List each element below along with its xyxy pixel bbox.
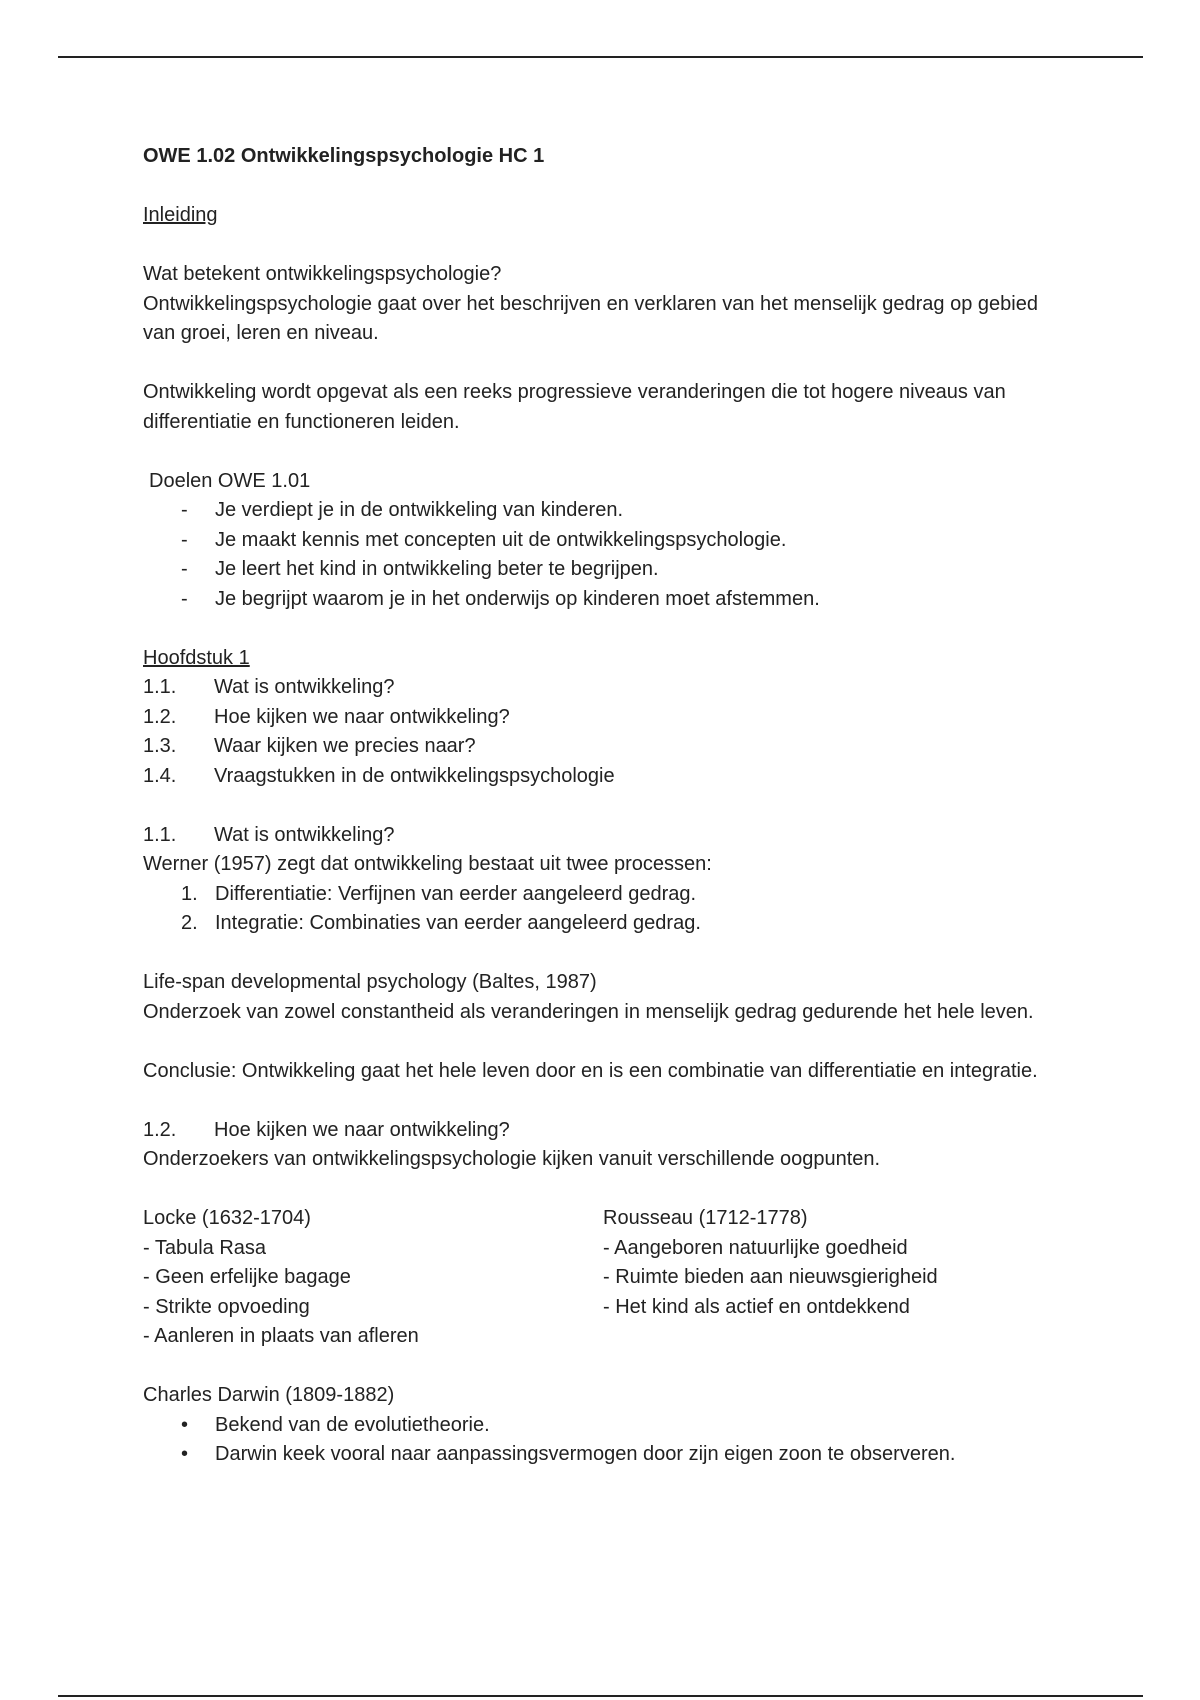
lifespan-title: Life-span developmental psychology (Baltes, 1987) xyxy=(143,971,597,993)
list-item: - Je begrijpt waarom je in het onderwijs op kinderen moet afstemmen. xyxy=(181,587,820,610)
inleiding-heading: Inleiding xyxy=(143,204,218,226)
inleiding-definition: Ontwikkeling wordt opgevat als een reeks progressieve veranderingen die tot hogere niveaus van differentiatie en functioneren leiden. xyxy=(143,381,1006,433)
inleiding-answer: Ontwikkelingspsychologie gaat over het beschrijven en verklaren van het menselijk gedrag op gebied van groei, leren en niveau. xyxy=(143,292,1038,344)
doelen-heading: Doelen OWE 1.01 xyxy=(149,469,311,492)
doelen-list xyxy=(143,496,1063,614)
conclusion: Conclusie: Ontwikkeling gaat het hele leven door en is een combinatie van differentiatie en integratie. xyxy=(143,1059,1038,1082)
locke-name: Locke (1632-1704) xyxy=(143,1207,311,1229)
toc-item: 1.3. Waar kijken we precies naar? xyxy=(143,735,476,757)
footer-rule xyxy=(58,1695,1143,1697)
document-page xyxy=(143,142,1063,1470)
inleiding-question: Wat betekent ontwikkelingspsychologie? xyxy=(143,263,502,285)
list-item: - Strikte opvoeding xyxy=(143,1295,310,1318)
darwin-list xyxy=(143,1411,1063,1470)
section-2-intro: Onderzoekers van ontwikkelingspsychologie kijken vanuit verschillende oogpunten. xyxy=(143,1148,881,1170)
table-of-contents xyxy=(143,673,1063,791)
list-item: 2. Integratie: Combinaties van eerder aangeleerd gedrag. xyxy=(181,912,701,934)
section-1-intro: Werner (1957) zegt dat ontwikkeling bestaat uit twee processen: xyxy=(143,853,712,875)
toc-item: 1.4. Vraagstukken in de ontwikkelingspsychologie xyxy=(143,764,615,787)
darwin-name: Charles Darwin (1809-1882) xyxy=(143,1384,395,1406)
list-item: • Bekend van de evolutietheorie. xyxy=(181,1413,490,1436)
hoofdstuk-heading: Hoofdstuk 1 xyxy=(143,646,250,669)
header-rule xyxy=(58,56,1143,58)
locke-column xyxy=(143,1204,603,1352)
list-item: - Ruimte bieden aan nieuwsgierigheid xyxy=(603,1266,938,1288)
rousseau-column xyxy=(603,1204,1063,1352)
list-item: - Het kind als actief en ontdekkend xyxy=(603,1295,910,1318)
toc-item: 1.2. Hoe kijken we naar ontwikkeling? xyxy=(143,705,510,728)
werner-list xyxy=(143,880,1063,939)
section-1-heading: 1.1. Wat is ontwikkeling? xyxy=(143,823,395,846)
list-item: - Je verdiept je in de ontwikkeling van kinderen. xyxy=(181,499,624,521)
list-item: - Je maakt kennis met concepten uit de ontwikkelingspsychologie. xyxy=(181,528,787,551)
list-item: - Aangeboren natuurlijke goedheid xyxy=(603,1236,908,1259)
list-item: • Darwin keek vooral naar aanpassingsvermogen door zijn eigen zoon te observeren. xyxy=(181,1443,956,1465)
section-2-heading: 1.2. Hoe kijken we naar ontwikkeling? xyxy=(143,1118,510,1141)
toc-item: 1.1. Wat is ontwikkeling? xyxy=(143,676,395,698)
document-title: OWE 1.02 Ontwikkelingspsychologie HC 1 xyxy=(143,145,545,167)
list-item: - Geen erfelijke bagage xyxy=(143,1266,351,1288)
list-item: - Tabula Rasa xyxy=(143,1236,267,1259)
list-item: 1. Differentiatie: Verfijnen van eerder aangeleerd gedrag. xyxy=(181,882,697,905)
comparison-columns xyxy=(143,1204,1063,1352)
lifespan-text: Onderzoek van zowel constantheid als veranderingen in menselijk gedrag gedurende het hele leven. xyxy=(143,1000,1034,1023)
rousseau-name: Rousseau (1712-1778) xyxy=(603,1207,808,1229)
list-item: - Aanleren in plaats van afleren xyxy=(143,1325,419,1347)
list-item: - Je leert het kind in ontwikkeling beter te begrijpen. xyxy=(181,558,659,580)
